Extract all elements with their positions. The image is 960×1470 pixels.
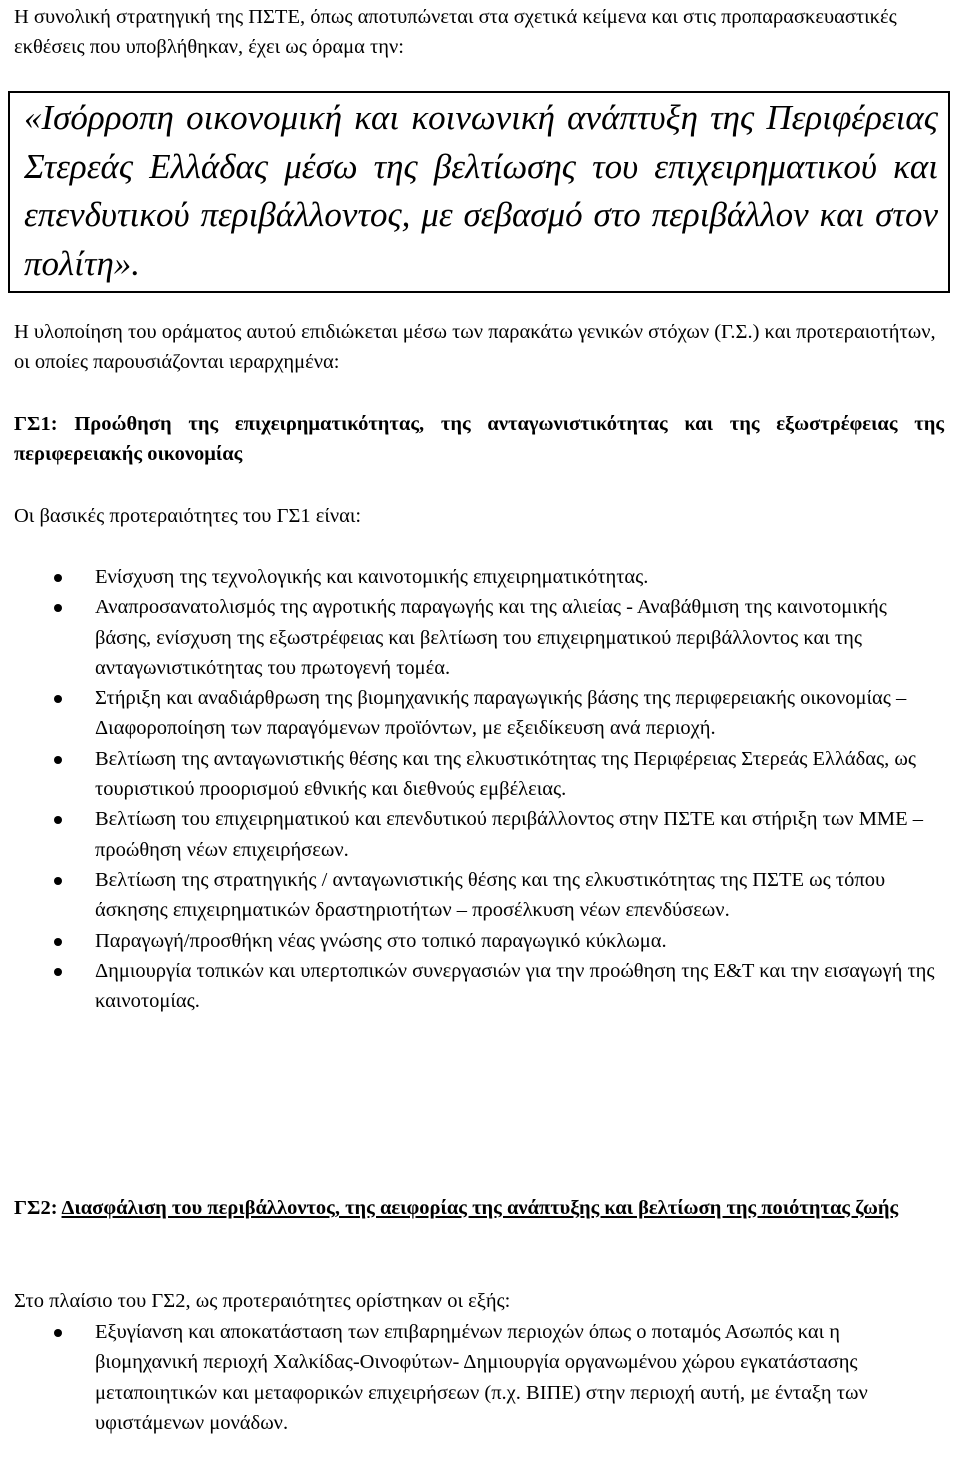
list-item (0, 744, 940, 805)
list-item (0, 1317, 940, 1438)
bullet-icon (54, 1329, 62, 1337)
list-item-text: Ενίσχυση της τεχνολογικής και καινοτομικής επιχειρηματικότητας. (95, 566, 649, 588)
bullet-icon (54, 968, 62, 976)
vision-statement: «Ισόρροπη οικονομική και κοινωνική ανάπτυξη της Περιφέρειας Στερεάς Ελλάδας μέσω της βελτίωσης του επιχειρηματικού και επενδυτικού περιβάλλοντος, με σεβασμό στο περιβάλλον και στον πολίτη». (24, 98, 938, 283)
list-item (0, 804, 940, 865)
gs1-priorities-intro: Οι βασικές προτεραιότητες του ΓΣ1 είναι: (14, 505, 362, 527)
list-item-text: Στήριξη και αναδιάρθρωση της βιομηχανικής παραγωγικής βάσης της περιφερειακής οικονομίας – Διαφοροποίηση των παραγόμενων προϊόντων, με εξειδίκευση ανά περιοχή. (95, 687, 907, 740)
list-item-text: Βελτίωση του επιχειρηματικού και επενδυτικού περιβάλλοντος στην ΠΣΤΕ και στήριξη των ΜΜΕ – προώθηση νέων επιχειρήσεων. (95, 808, 924, 861)
bullet-icon (54, 695, 62, 703)
gs1-priorities-list (0, 562, 940, 1016)
list-item (0, 683, 940, 744)
gs2-title: Διασφάλιση του περιβάλλοντος, της αειφορίας της ανάπτυξης και βελτίωση της ποιότητας ζωής (61, 1197, 899, 1219)
vision-box (8, 91, 950, 293)
list-item-text: Εξυγίανση και αποκατάσταση των επιβαρημένων περιοχών όπως ο ποταμός Ασωπός και η βιομηχανική περιοχή Χαλκίδας-Οινοφύτων- Δημιουργία οργανωμένου χώρου εγκατάστασης μεταποιητικών και μεταφορικών επιχειρήσεων (π.χ. ΒΙΠΕ) στην περιοχή αυτή, με ένταξη των υφιστάμενων μονάδων. (95, 1321, 868, 1434)
list-item (0, 562, 940, 592)
bullet-icon (54, 938, 62, 946)
list-item (0, 956, 940, 1017)
list-item-text: Παραγωγή/προσθήκη νέας γνώσης στο τοπικό παραγωγικό κύκλωμα. (95, 929, 667, 952)
gs1-heading (14, 409, 944, 469)
bullet-icon (54, 877, 62, 885)
list-item-text: Βελτίωση της ανταγωνιστικής θέσης και της ελκυστικότητας της Περιφέρειας Στερεάς Ελλάδας, ως τουριστικού προορισμού εθνικής και διεθνούς εμβέλειας. (95, 747, 917, 801)
bullet-icon (54, 574, 62, 582)
list-item (0, 926, 940, 956)
general-goals-paragraph: Η υλοποίηση του οράματος αυτού επιδιώκεται μέσω των παρακάτω γενικών στόχων (Γ.Σ.) και προτεραιοτήτων, οι οποίες παρουσιάζονται ιεραρχημένα: (14, 321, 936, 373)
gs1-label: ΓΣ1: (14, 413, 58, 435)
gs1-title: Προώθηση της επιχειρηματικότητας, της ανταγωνιστικότητας και της εξωστρέφειας της περιφερειακής οικονομίας (14, 413, 944, 465)
list-item-text: Βελτίωση της στρατηγικής / ανταγωνιστικής θέσης και της ελκυστικότητας της ΠΣΤΕ ως τόπου άσκησης επιχειρηματικών δραστηριοτήτων – προσέλκυση νέων επενδύσεων. (95, 868, 886, 922)
bullet-icon (54, 816, 62, 824)
gs2-priorities-list (0, 1317, 940, 1438)
list-item-text: Δημιουργία τοπικών και υπερτοπικών συνεργασιών για την προώθηση της Ε&Τ και την εισαγωγή της καινοτομίας. (95, 959, 935, 1013)
gs2-heading (14, 1193, 944, 1223)
list-item (0, 592, 940, 683)
bullet-icon (54, 756, 62, 764)
intro-paragraph: Η συνολική στρατηγική της ΠΣΤΕ, όπως αποτυπώνεται στα σχετικά κείμενα και στις προπαρασκευαστικές εκθέσεις που υποβλήθηκαν, έχει ως όραμα την: (14, 6, 897, 58)
bullet-icon (54, 604, 62, 612)
gs2-priorities-intro: Στο πλαίσιο του ΓΣ2, ως προτεραιότητες ορίστηκαν οι εξής: (14, 1290, 511, 1312)
list-item-text: Αναπροσανατολισμός της αγροτικής παραγωγής και της αλιείας - Αναβάθμιση της καινοτομικής βάσης, ενίσχυση της εξωστρέφειας και βελτίωση του επιχειρηματικού περιβάλλοντος και της ανταγωνιστικότητας του πρωτογενή τομέα. (95, 596, 887, 679)
list-item (0, 865, 940, 926)
gs2-label: ΓΣ2: (14, 1197, 58, 1219)
